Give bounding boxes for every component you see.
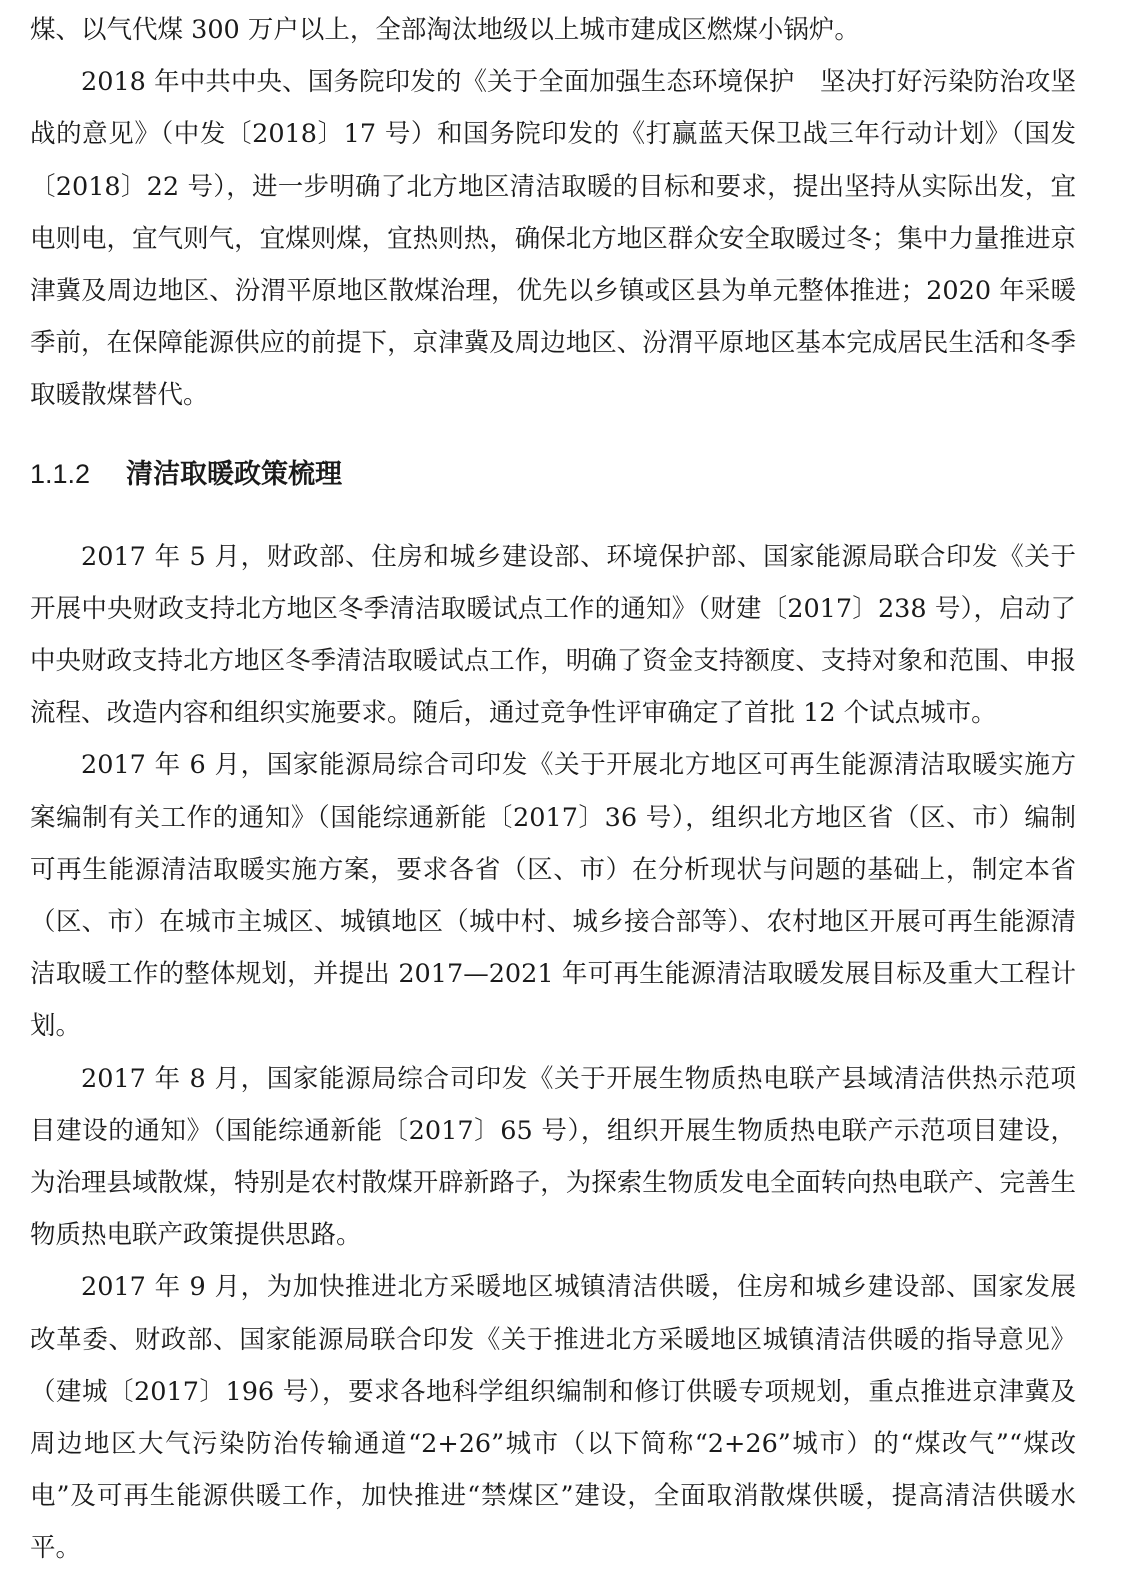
paragraph-2017-june: 2017 年 6 月，国家能源局综合司印发《关于开展北方地区可再生能源清洁取暖实施方案编制有关工作的通知》（国能综通新能〔2017〕36 号），组织北方地区省（区、市）编制可再生能源清洁取暖实施方案，要求各省（区、市）在分析现状与问题的基础上，制定本省（区、市）在城市主城区、城镇地区（城中村、城乡接合部等）、农村地区开展可再生能源清洁取暖工作的整体规划，并提出 2017—2021 年可再生能源清洁取暖发展目标及重大工程计划。 (30, 750, 1076, 1042)
paragraph-2017-september: 2017 年 9 月，为加快推进北方采暖地区城镇清洁供暖，住房和城乡建设部、国家发展改革委、财政部、国家能源局联合印发《关于推进北方采暖地区城镇清洁供暖的指导意见》（建城〔2017〕196 号），要求各地科学组织编制和修订供暖专项规划，重点推进京津冀及周边地区大气污染防治传输通道“2+26”城市（以下简称“2+26”城市）的“煤改气”“煤改电”及可再生能源供暖工作，加快推进“禁煤区”建设，全面取消散煤供暖，提高清洁供暖水平。 (30, 1272, 1076, 1564)
document-page (30, 0, 1076, 1575)
section-title: 清洁取暖政策梳理 (126, 458, 342, 490)
section-heading (30, 448, 1076, 500)
paragraph-2017-august: 2017 年 8 月，国家能源局综合司印发《关于开展生物质热电联产县域清洁供热示范项目建设的通知》（国能综通新能〔2017〕65 号），组织开展生物质热电联产示范项目建设，为治理县域散煤，特别是农村散煤开辟新路子，为探索生物质发电全面转向热电联产、完善生物质热电联产政策提供思路。 (30, 1063, 1076, 1251)
paragraph-2018-policy: 2018 年中共中央、国务院印发的《关于全面加强生态环境保护 坚决打好污染防治攻坚战的意见》（中发〔2018〕17 号）和国务院印发的《打赢蓝天保卫战三年行动计划》（国发〔2018〕22 号），进一步明确了北方地区清洁取暖的目标和要求，提出坚持从实际出发，宜电则电，宜气则气，宜煤则煤，宜热则热，确保北方地区群众安全取暖过冬；集中力量推进京津冀及周边地区、汾渭平原地区散煤治理，优先以乡镇或区县为单元整体推进；2020 年采暖季前，在保障能源供应的前提下，京津冀及周边地区、汾渭平原地区基本完成居民生活和冬季取暖散煤替代。 (30, 67, 1076, 411)
section-number: 1.1.2 (30, 458, 91, 489)
paragraph-2017-may: 2017 年 5 月，财政部、住房和城乡建设部、环境保护部、国家能源局联合印发《关于开展中央财政支持北方地区冬季清洁取暖试点工作的通知》（财建〔2017〕238 号），启动了中央财政支持北方地区冬季清洁取暖试点工作，明确了资金支持额度、支持对象和范围、申报流程、改造内容和组织实施要求。随后，通过竞争性评审确定了首批 12 个试点城市。 (30, 541, 1076, 729)
paragraph-coal-replacement-continuation: 煤、以气代煤 300 万户以上，全部淘汰地级以上城市建成区燃煤小锅炉。 (30, 15, 860, 45)
